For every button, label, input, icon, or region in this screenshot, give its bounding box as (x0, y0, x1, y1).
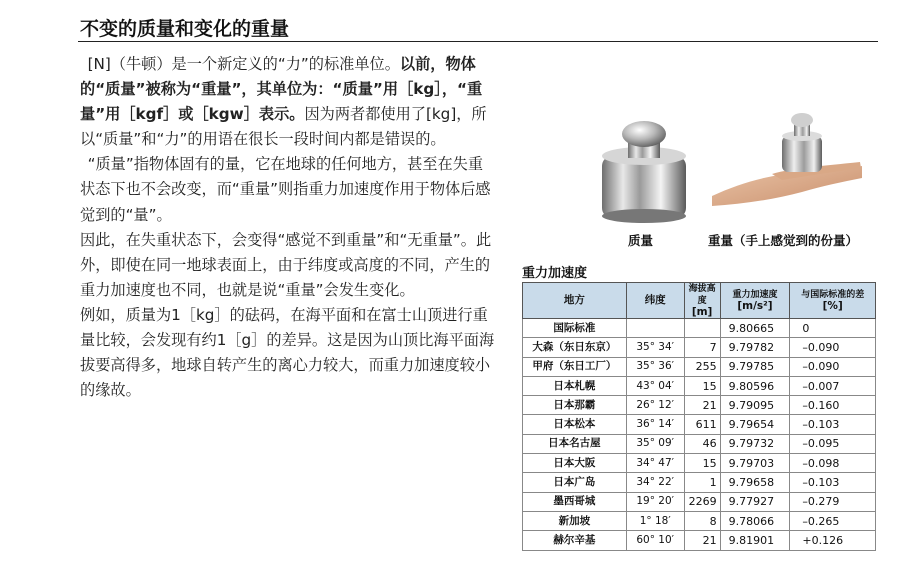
cell-latitude: 36° 14′ (626, 415, 684, 434)
cell-latitude: 34° 47′ (626, 454, 684, 473)
cell-altitude: 255 (684, 357, 720, 376)
cell-place: 日本札幌 (523, 376, 627, 395)
paragraph-3: 因此，在失重状态下，会变得“感觉不到重量”和“无重量”。此外，即使在同一地球表面上，由于纬度或高度的不同，产生的重力加速度也不同，也就是说“重量”会发生变化。 (80, 230, 492, 299)
table-row (523, 434, 876, 453)
cell-gravity: 9.79095 (720, 396, 790, 415)
cell-diff: –0.090 (790, 357, 876, 376)
cell-diff: +0.126 (790, 531, 876, 550)
header-place: 地方 (523, 283, 627, 319)
cell-place: 国际标准 (523, 319, 627, 338)
mass-weight-photo (598, 118, 690, 224)
cell-place: 日本松本 (523, 415, 627, 434)
table-row (523, 376, 876, 395)
table-row (523, 338, 876, 357)
header-gravity-l1: 重力加速度 (732, 290, 778, 300)
header-gravity-l2: [m/s²] (737, 300, 773, 312)
cell-altitude: 15 (684, 454, 720, 473)
table-row (523, 319, 876, 338)
cell-diff: –0.103 (790, 415, 876, 434)
cell-altitude: 15 (684, 376, 720, 395)
cell-latitude (626, 319, 684, 338)
table-title: 重力加速度 (522, 266, 588, 281)
cell-latitude: 26° 12′ (626, 396, 684, 415)
cell-altitude: 21 (684, 531, 720, 550)
gravity-table (522, 282, 876, 551)
cell-diff: –0.265 (790, 511, 876, 530)
cell-gravity: 9.81901 (720, 531, 790, 550)
cell-latitude: 35° 36′ (626, 357, 684, 376)
title-divider (78, 41, 878, 42)
cell-diff: –0.160 (790, 396, 876, 415)
header-altitude (684, 283, 720, 319)
header-diff-l1: 与国际标准的差 (801, 290, 865, 300)
table-row (523, 415, 876, 434)
cell-diff: –0.090 (790, 338, 876, 357)
cell-gravity: 9.79658 (720, 473, 790, 492)
article-body (80, 52, 495, 403)
header-latitude: 纬度 (626, 283, 684, 319)
cell-altitude: 8 (684, 511, 720, 530)
cell-latitude: 19° 20′ (626, 492, 684, 511)
cell-gravity: 9.79782 (720, 338, 790, 357)
weight-image (598, 118, 690, 224)
weight-in-hand-photo (712, 112, 864, 206)
caption-mass: 质量 (628, 233, 654, 248)
table-row (523, 492, 876, 511)
paragraph-4: 例如，质量为1［kg］的砝码，在海平面和在富士山顶进行重量比较，会发现有约1［g］的差异。这是因为山顶比海平面海拔要高得多，地球自转产生的离心力较大，而重力加速度较小的缘故。 (80, 305, 495, 400)
table-row (523, 473, 876, 492)
cell-diff: –0.095 (790, 434, 876, 453)
cell-altitude: 46 (684, 434, 720, 453)
caption-weight: 重量（手上感觉到的份量） (708, 233, 859, 248)
cell-altitude (684, 319, 720, 338)
cell-place: 甲府（东日工厂） (523, 357, 627, 376)
table-row (523, 511, 876, 530)
cell-place: 赫尔辛基 (523, 531, 627, 550)
cell-place: 日本广岛 (523, 473, 627, 492)
cell-gravity: 9.79785 (720, 357, 790, 376)
cell-diff: –0.279 (790, 492, 876, 511)
cell-latitude: 35° 09′ (626, 434, 684, 453)
cell-latitude: 60° 10′ (626, 531, 684, 550)
page-title: 不变的质量和变化的重量 (80, 18, 290, 40)
cell-gravity: 9.79732 (720, 434, 790, 453)
table-body (523, 319, 876, 551)
cell-diff: –0.103 (790, 473, 876, 492)
table-row (523, 531, 876, 550)
cell-gravity: 9.80665 (720, 319, 790, 338)
paragraph-2: “质量”指物体固有的量，它在地球的任何地方，甚至在失重状态下也不会改变，而“重量”则指重力加速度作用于物体后感觉到的“量”。 (80, 155, 491, 224)
cell-place: 日本名古屋 (523, 434, 627, 453)
paragraph-1 (80, 52, 495, 152)
cell-altitude: 1 (684, 473, 720, 492)
hand-image (712, 112, 864, 206)
table-row (523, 454, 876, 473)
cell-latitude: 34° 22′ (626, 473, 684, 492)
cell-place: 大森（东日东京） (523, 338, 627, 357)
cell-diff: 0 (790, 319, 876, 338)
header-altitude-l2: [m] (691, 306, 713, 318)
paragraph-1-lead: [N]（牛顿）是一个新定义的“力”的标准单位。 (87, 55, 400, 73)
table-row (523, 357, 876, 376)
cell-gravity: 9.79654 (720, 415, 790, 434)
cell-altitude: 611 (684, 415, 720, 434)
header-diff-l2: [%] (822, 300, 843, 312)
table-header-row (523, 283, 876, 319)
cell-altitude: 21 (684, 396, 720, 415)
cell-altitude: 7 (684, 338, 720, 357)
cell-place: 日本大阪 (523, 454, 627, 473)
cell-gravity: 9.78066 (720, 511, 790, 530)
cell-place: 新加坡 (523, 511, 627, 530)
header-gravity (720, 283, 790, 319)
cell-place: 墨西哥城 (523, 492, 627, 511)
cell-diff: –0.007 (790, 376, 876, 395)
header-altitude-l1: 海拔高度 (688, 284, 716, 306)
header-diff (790, 283, 876, 319)
cell-diff: –0.098 (790, 454, 876, 473)
paragraph-1-bold: 以前，物体的“质量”被称为“重量”，其单位为：“质量”用［kg］，“重量”用［kgf］或［kgw］表示。 (80, 55, 483, 124)
cell-gravity: 9.79703 (720, 454, 790, 473)
cell-gravity: 9.77927 (720, 492, 790, 511)
cell-place: 日本那霸 (523, 396, 627, 415)
cell-latitude: 35° 34′ (626, 338, 684, 357)
table-row (523, 396, 876, 415)
cell-latitude: 43° 04′ (626, 376, 684, 395)
cell-altitude: 2269 (684, 492, 720, 511)
cell-latitude: 1° 18′ (626, 511, 684, 530)
paragraph-1-rest: 因为两者都使用了[kg]，所以“质量”和“力”的用语在很长一段时间内都是错误的。 (80, 105, 487, 149)
cell-gravity: 9.80596 (720, 376, 790, 395)
